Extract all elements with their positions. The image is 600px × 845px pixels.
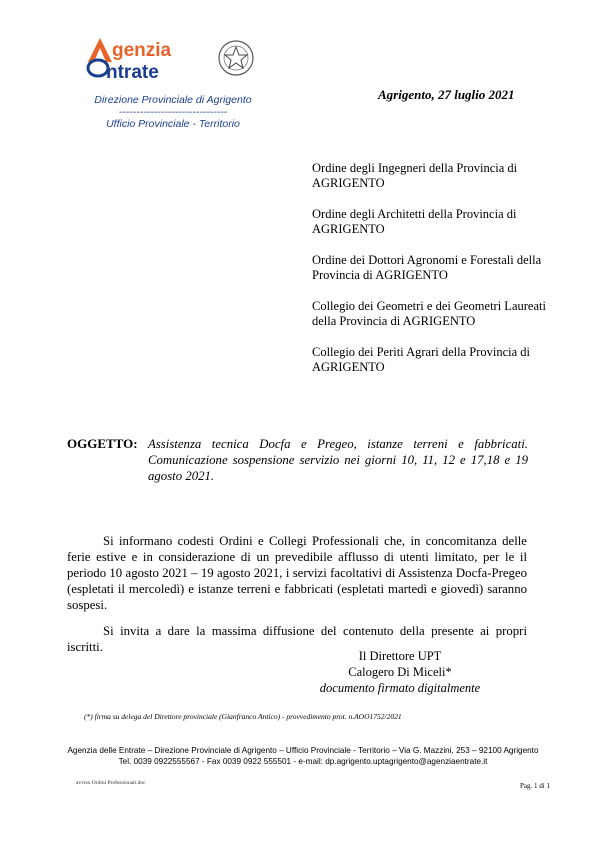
- logo-text-bottom: ntrate: [106, 62, 159, 83]
- recipient-item: Ordine degli Ingegneri della Provincia di AGRIGENTO: [312, 161, 518, 190]
- file-name: avviso Ordini Professionali.doc: [76, 780, 146, 786]
- dept-line-2: Ufficio Provinciale - Territorio: [106, 118, 240, 130]
- dept-line-1: Direzione Provinciale di Agrigento: [94, 94, 252, 106]
- recipient-item: Collegio dei Periti Agrari della Provincia di AGRIGENTO: [312, 345, 531, 374]
- body-paragraph-2: Si invita a dare la massima diffusione del contenuto della presente ai propri iscritti.: [67, 624, 527, 654]
- subject-label: OGGETTO:: [67, 436, 138, 451]
- letter-date: Agrigento, 27 luglio 2021: [378, 87, 515, 102]
- page-footer: [38, 745, 568, 767]
- subject-text: Assistenza tecnica Docfa e Pregeo, istanze terreni e fabbricati. Comunicazione sospensione servizio nei giorni 10, 11, 12 e 17,18 e 19 agosto 2021.: [148, 437, 528, 483]
- page-number: Pag. 1 di 1: [520, 782, 550, 790]
- emblem-icon: [219, 41, 253, 75]
- recipients-list: [312, 161, 562, 391]
- dept-divider: -------------------------------: [118, 106, 228, 118]
- footer-contacts: Tel. 0039 0922555567 - Fax 0039 0922 555501 - e-mail: dp.agrigento.uptagrigento@agenziaentrate.it: [118, 757, 488, 766]
- recipient-item: Ordine dei Dottori Agronomi e Forestali della Provincia di AGRIGENTO: [312, 253, 542, 282]
- footer-address: Agenzia delle Entrate – Direzione Provinciale di Agrigento – Ufficio Provinciale - Territorio – Via G. Mazzini, 253 – 92100 Agrigento: [67, 746, 539, 755]
- body-paragraph-1: Si informano codesti Ordini e Collegi Professionali che, in concomitanza delle ferie estive e in considerazione di un prevedibile afflusso di utenti limitato, per le il periodo 10 agosto 2021 – 19 agosto 2021, i servizi facoltativi di Assistenza Docfa-Pregeo (espletati il mercoledì) e istanze terreni e fabbricati (espletati martedì e giovedì) saranno sospesi.: [67, 534, 527, 612]
- office-heading: [78, 94, 268, 130]
- recipient-item: Collegio dei Geometri e dei Geometri Laureati della Provincia di AGRIGENTO: [312, 299, 546, 328]
- agenzia-entrate-logo: [86, 36, 266, 84]
- signature-block: [300, 648, 500, 696]
- logo-text-top: genzia: [112, 40, 172, 61]
- signer-name: Calogero Di Miceli*: [348, 665, 452, 679]
- recipient-item: Ordine degli Architetti della Provincia di AGRIGENTO: [312, 207, 517, 236]
- signature-note: documento firmato digitalmente: [319, 681, 481, 695]
- footnote: (*) firma su delega del Direttore provinciale (Gianfranco Antico) - provvedimento prot. n.AOO1752/2021: [84, 712, 402, 721]
- signer-role: Il Direttore UPT: [358, 649, 442, 663]
- letter-body: [67, 533, 527, 655]
